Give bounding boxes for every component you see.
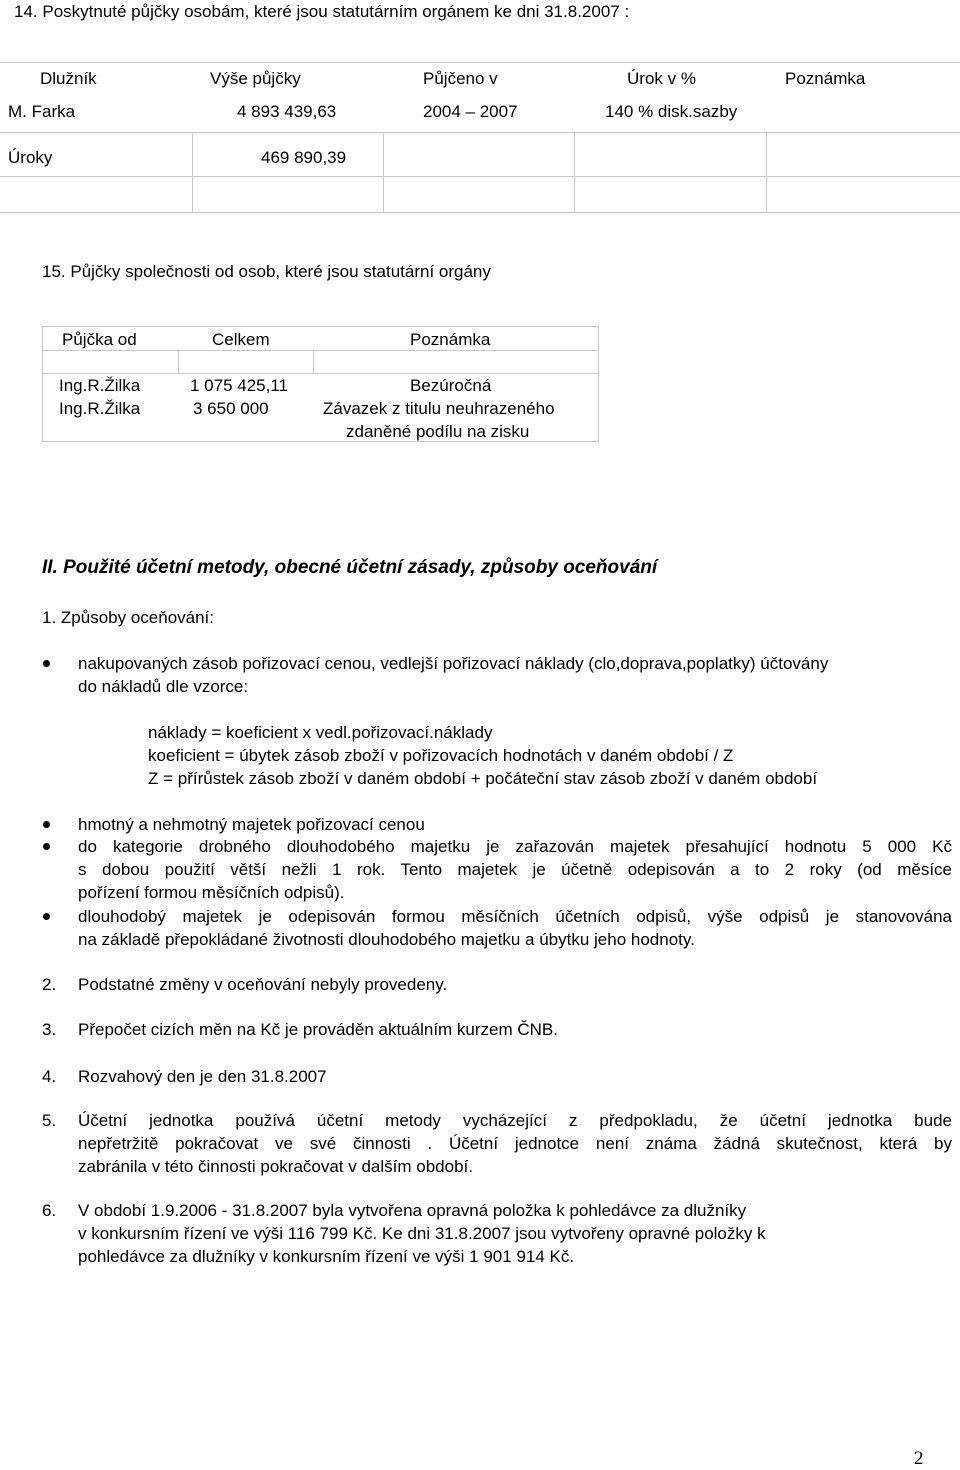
item-text: Rozvahový den je den 31.8.2007 xyxy=(78,1067,327,1086)
formula: náklady = koeficient x vedl.pořizovací.náklady xyxy=(148,723,493,742)
table-rule xyxy=(0,132,960,133)
table-divider xyxy=(766,132,767,212)
item-text: zabránila v této činnosti pokračovat v dalším období. xyxy=(78,1157,473,1176)
item-text: V období 1.9.2006 - 31.8.2007 byla vytvořena opravná položka k pohledávce za dlužníky xyxy=(78,1201,747,1220)
cell-note: Závazek z titulu neuhrazeného xyxy=(323,399,555,418)
bullet-text: do kategorie drobného dlouhodobého majetku je zařazován majetek přesahující hodnotu 5 000 Kč xyxy=(78,837,952,856)
bullet-text: dlouhodobý majetek je odepisován formou měsíčních účetních odpisů, výše odpisů je stanovována xyxy=(78,907,952,926)
bullet-icon xyxy=(43,913,50,920)
cell-amount: 4 893 439,63 xyxy=(237,102,337,121)
bullet-text: na základě přepokládané životnosti dlouhodobého majetku a úbytku jeho hodnoty. xyxy=(78,930,695,949)
cell-debtor: Úroky xyxy=(8,148,53,167)
column-header-from: Půjčka od xyxy=(62,330,137,349)
column-header-total: Celkem xyxy=(212,330,270,349)
item-text: v konkursním řízení ve výši 116 799 Kč. Ke dni 31.8.2007 jsou vytvořeny opravné položky k xyxy=(78,1224,766,1243)
cell-period: 2004 – 2007 xyxy=(423,102,518,121)
table-rule xyxy=(0,212,960,213)
table-border xyxy=(598,326,599,442)
column-header-interest: Úrok v % xyxy=(627,69,696,88)
formula: koeficient = úbytek zásob zboží v pořizovacích hodnotách v daném období / Z xyxy=(148,746,734,765)
table-divider xyxy=(383,132,384,212)
section-15-heading: 15. Půjčky společnosti od osob, které jsou statutární orgány xyxy=(42,262,491,281)
cell-from: Ing.R.Žilka xyxy=(59,376,141,395)
column-header-note: Poznámka xyxy=(785,69,866,88)
bullet-icon xyxy=(43,843,50,850)
cell-total: 3 650 000 xyxy=(193,399,269,418)
cell-total: 1 075 425,11 xyxy=(190,376,288,395)
bullet-text: s dobou použití větší nežli 1 rok. Tento majetek je účetně odepisován a to 2 roky (od měsíce xyxy=(78,860,952,879)
table-divider xyxy=(574,132,575,212)
column-header-note: Poznámka xyxy=(410,330,491,349)
table-rule xyxy=(42,373,599,374)
bullet-icon xyxy=(43,821,50,828)
bullet-text: hmotný a nehmotný majetek pořizovací cenou xyxy=(78,815,425,834)
item-number: 4. xyxy=(42,1067,57,1086)
table-divider xyxy=(313,350,314,374)
table-rule xyxy=(0,62,960,63)
item-number: 6. xyxy=(42,1201,57,1220)
item-number: 3. xyxy=(42,1020,57,1039)
section-14-heading: 14. Poskytnuté půjčky osobám, které jsou statutárním orgánem ke dni 31.8.2007 : xyxy=(14,2,630,21)
table-rule xyxy=(42,350,599,351)
item-text: Podstatné změny v oceňování nebyly provedeny. xyxy=(78,975,448,994)
item-number: 5. xyxy=(42,1111,57,1130)
formula: Z = přírůstek zásob zboží v daném období + počáteční stav zásob zboží v daném období xyxy=(148,769,818,788)
item-text: pohledávce za dlužníky v konkursním řízení ve výši 1 901 914 Kč. xyxy=(78,1247,575,1266)
bullet-icon xyxy=(43,660,50,667)
item-text: Přepočet cizích měn na Kč je prováděn aktuálním kurzem ČNB. xyxy=(78,1020,558,1039)
item-1-title: 1. Způsoby oceňování: xyxy=(42,608,215,627)
bullet-text: nakupovaných zásob pořizovací cenou, vedlejší pořizovací náklady (clo,doprava,poplatky) účtovány xyxy=(78,654,829,673)
cell-from: Ing.R.Žilka xyxy=(59,399,141,418)
cell-note: Bezúročná xyxy=(410,376,492,395)
table-divider xyxy=(192,132,193,212)
cell-note: zdaněné podílu na zisku xyxy=(346,422,530,441)
cell-interest: 140 % disk.sazby xyxy=(605,102,738,121)
bullet-text: do nákladů dle vzorce: xyxy=(78,677,249,696)
page-number: 2 xyxy=(914,1448,924,1469)
column-header-amount: Výše půjčky xyxy=(210,69,301,88)
column-header-debtor: Dlužník xyxy=(40,69,97,88)
table-divider xyxy=(178,350,179,374)
bullet-text: pořízení formou měsíčních odpisů). xyxy=(78,883,345,902)
table-rule xyxy=(0,176,960,177)
cell-amount: 469 890,39 xyxy=(261,148,347,167)
item-text: nepřetržitě pokračovat ve své činnosti . Účetní jednotce není známa žádná skutečnost, která by xyxy=(78,1134,952,1153)
cell-debtor: M. Farka xyxy=(8,102,76,121)
table-border xyxy=(42,326,43,442)
item-number: 2. xyxy=(42,975,57,994)
section-ii-heading: II. Použité účetní metody, obecné účetní zásady, způsoby oceňování xyxy=(42,557,658,578)
column-header-period: Půjčeno v xyxy=(423,69,498,88)
item-text: Účetní jednotka používá účetní metody vycházející z předpokladu, že účetní jednotka bude xyxy=(78,1111,952,1130)
table-rule xyxy=(42,326,599,327)
